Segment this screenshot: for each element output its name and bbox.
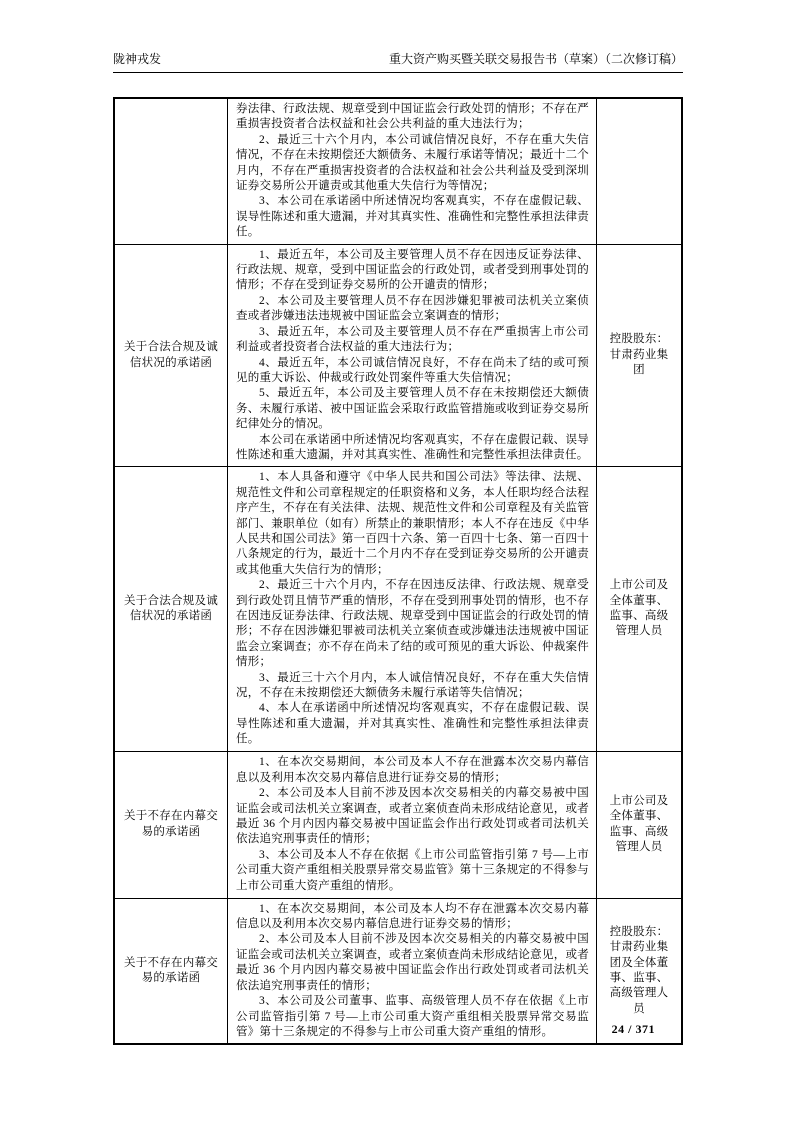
commitment-content-cell: [228, 752, 597, 898]
commitment-party-cell: [597, 245, 681, 467]
commitment-party-cell: [597, 752, 681, 898]
commitment-paragraph: 5、最近五年，本公司及主要管理人员不存在未按期偿还大额债务、未履行承诺、被中国证监会采取行政监管措施或收到证券交易所纪律处分的情况。: [236, 387, 589, 431]
commitment-paragraph: 2、本公司及主要管理人员不存在因涉嫌犯罪被司法机关立案侦查或者涉嫌违法违规被中国证监会立案调查的情形；: [236, 294, 589, 323]
commitment-party-cell: [597, 467, 681, 750]
commitment-party: 控股股东：甘肃药业集团: [609, 333, 669, 377]
commitment-name: 关于合法合规及诚信状况的承诺函: [124, 341, 218, 369]
commitment-paragraph: 3、最近五年，本公司及主要管理人员不存在严重损害上市公司利益或者投资者合法权益的重大违法行为；: [236, 325, 589, 354]
table-row: [115, 99, 681, 244]
commitment-paragraph: 券法律、行政法规、规章受到中国证监会行政处罚的情形；不存在严重损害投资者合法权益和社会公共利益的重大违法行为；: [236, 103, 589, 131]
commitment-paragraph: 1、在本次交易期间，本公司及本人不存在泄露本次交易内幕信息以及利用本次交易内幕信息进行证券交易的情形；: [236, 756, 589, 784]
header-left-title: 陇神戎发: [113, 52, 162, 66]
commitment-name: 关于不存在内幕交易的承诺函: [124, 810, 218, 838]
commitment-content-cell: [228, 467, 597, 750]
commitment-party-cell: [597, 99, 681, 244]
table-row: [115, 751, 681, 898]
header-right-title: 重大资产购买暨关联交易报告书（草案）（二次修订稿）: [388, 52, 683, 66]
commitment-paragraph: 1、本人具备和遵守《中华人民共和国公司法》等法律、法规、规范性文件和公司章程规定的任职资格和义务，本人任职均经合法程序产生，不存在有关法律、法规、规范性文件和公司章程及有关监管部门、兼职单位（如有）所禁止的兼职情形；本人不存在违反《中华人民共和国公司法》第一百四十六条、第一百四十七条、第一百四十八条规定的行为，最近十二个月内不存在受到证券交易所的公开谴责或其他重大失信行为的情形；: [236, 471, 589, 576]
commitment-paragraph: 1、最近五年，本公司及主要管理人员不存在因违反证券法律、行政法规、规章，受到中国证监会的行政处罚，或者受到刑事处罚的情形；不存在受到证券交易所的公开谴责的情形；: [236, 248, 589, 292]
commitment-name: 关于合法合规及诚信状况的承诺函: [124, 594, 218, 622]
commitment-name-cell: [115, 99, 228, 244]
commitment-name: 关于不存在内幕交易的承诺函: [124, 956, 218, 984]
commitment-party: 控股股东：甘肃药业集团及全体董事、监事、高级管理人员: [609, 925, 669, 1015]
commitment-party: 上市公司及全体董事、监事、高级管理人员: [609, 579, 669, 638]
commitment-paragraph: 2、最近三十六个月内，本公司诚信情况良好，不存在重大失信情况，不存在未按期偿还大额债务、未履行承诺等情况；最近十二个月内，不存在严重损害投资者的合法权益和社会公共利益及受到深圳证券交易所公开谴责或其他重大失信行为等情况；: [236, 133, 589, 193]
commitment-name-cell: [115, 467, 228, 750]
page-header: [113, 50, 683, 68]
commitment-paragraph: 3、本公司及本人不存在依据《上市公司监管指引第 7 号—上市公司重大资产重组相关股票异常交易监管》第十三条规定的不得参与上市公司重大资产重组的情形。: [236, 848, 589, 892]
commitment-paragraph: 本公司在承诺函中所述情况均客观真实，不存在虚假记载、误导性陈述和重大遗漏，并对其真实性、准确性和完整性承担法律责任。: [236, 433, 589, 461]
table-row: [115, 466, 681, 750]
commitment-paragraph: 4、最近五年，本公司诚信情况良好，不存在尚未了结的或可预见的重大诉讼、仲裁或行政处罚案件等重大失信情况；: [236, 356, 589, 384]
page-number: 24 / 371: [611, 1022, 655, 1036]
commitment-content-cell: [228, 245, 597, 467]
commitment-paragraph: 2、本公司及本人目前不涉及因本次交易相关的内幕交易被中国证监会或司法机关立案调查，或者立案侦查尚未形成结论意见，或者最近 36 个月内因内幕交易被中国证监会作出行政处罚或者司法机关依法追究刑事责任的情形；: [236, 787, 589, 846]
commitment-party: 上市公司及全体董事、监事、高级管理人员: [609, 794, 669, 854]
commitment-paragraph: 2、最近三十六个月内，不存在因违反法律、行政法规、规章受到行政处罚且情节严重的情形，不存在受到刑事处罚的情形，也不存在因违反证券法律、行政法规、规章受到中国证监会的行政处罚的情形；不存在因涉嫌犯罪被司法机关立案侦查或涉嫌违法违规被中国证监会立案调查；亦不存在尚未了结的或可预见的重大诉讼、仲裁案件情形；: [236, 579, 589, 669]
commitment-name-cell: [115, 752, 228, 898]
commitments-table: [113, 97, 683, 1045]
commitment-content-cell: [228, 99, 597, 244]
commitment-paragraph: 3、最近三十六个月内，本人诚信情况良好，不存在重大失信情况，不存在未按期偿还大额债务未履行承诺等失信情况；: [236, 671, 589, 700]
commitment-paragraph: 3、本公司及公司董事、监事、高级管理人员不存在依据《上市公司监管指引第 7 号—上市公司重大资产重组相关股票异常交易监管》第十三条规定的不得参与上市公司重大资产重组的情形。: [236, 995, 589, 1038]
commitment-paragraph: 1、在本次交易期间，本公司及本人均不存在泄露本次交易内幕信息以及利用本次交易内幕信息进行证券交易的情形；: [236, 902, 589, 931]
table-row: [115, 244, 681, 467]
commitment-paragraph: 4、本人在承诺函中所述情况均客观真实，不存在虚假记载、误导性陈述和重大遗漏，并对其真实性、准确性和完整性承担法律责任。: [236, 702, 589, 746]
commitment-name-cell: [115, 245, 228, 467]
header-divider: [113, 72, 683, 73]
commitment-paragraph: 2、本公司及本人目前不涉及因本次交易相关的内幕交易被中国证监会或司法机关立案调查，或者立案侦查尚未形成结论意见，或者最近 36 个月内因内幕交易被中国证监会作出行政处罚或者司法机关依法追究刑事责任的情形；: [236, 933, 589, 992]
page-footer: [113, 1022, 683, 1037]
commitment-paragraph: 3、本公司在承诺函中所述情况均客观真实，不存在虚假记载、误导性陈述和重大遗漏，并对其真实性、准确性和完整性承担法律责任。: [236, 195, 589, 239]
